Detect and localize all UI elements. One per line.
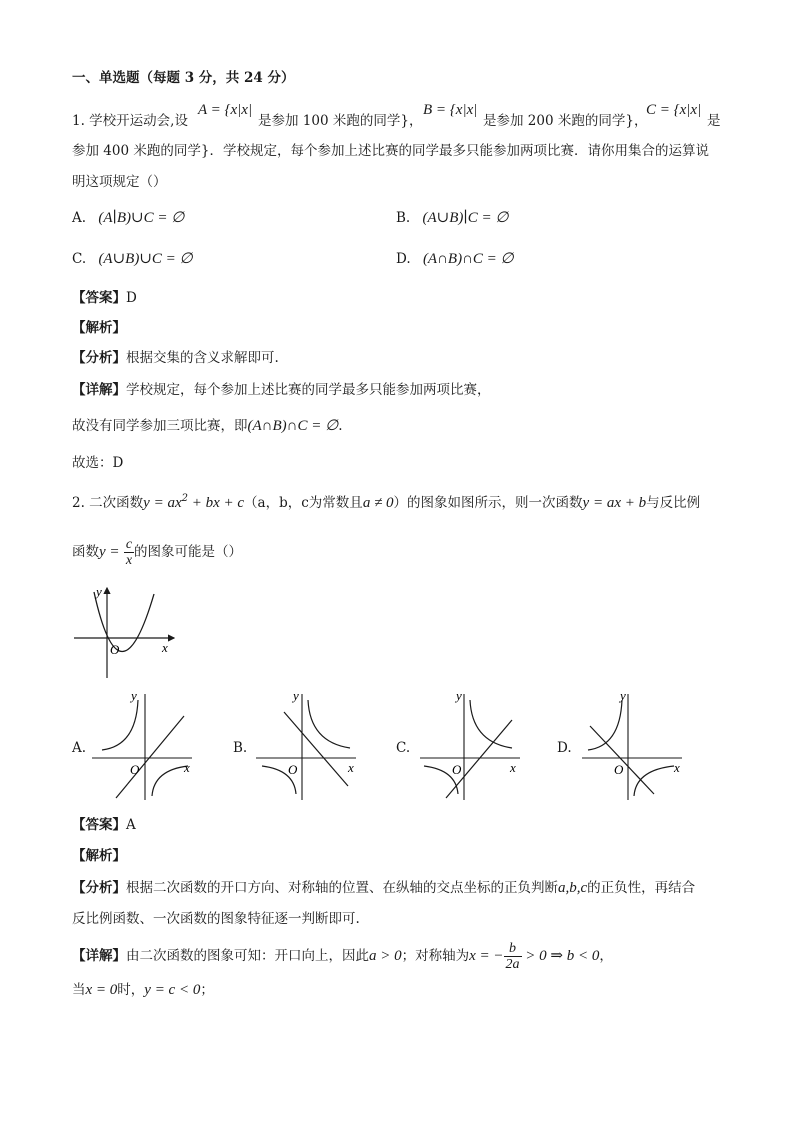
q1-option-a[interactable] [72, 208, 184, 228]
y-label: y [96, 584, 102, 599]
option-label: D. [396, 251, 411, 267]
y-label: y [620, 688, 626, 703]
fraction-b-over-2a: $\frac{b}{2a}$ [505, 941, 520, 972]
q1-set-a: A = {x|x| [198, 102, 253, 118]
origin-label: O [110, 642, 120, 657]
q1-set-b-desc: 是参加 200 米跑的同学}， [483, 113, 648, 129]
q2-analysis-tag: 【解析】 [72, 848, 126, 864]
q1-set-c-desc: 是 [707, 113, 721, 129]
hyperbola-branch [102, 700, 138, 750]
origin-label: O [130, 762, 140, 777]
origin-label: O [614, 762, 624, 777]
q2-fenxi-line2: 反比例函数、一次函数的图象特征逐一判断即可. [72, 911, 360, 927]
origin-label: O [288, 762, 298, 777]
q2-option-c-label[interactable]: C. [396, 740, 411, 756]
q2-option-b-graph[interactable] [252, 686, 362, 804]
x-label: x [184, 760, 190, 775]
q2-option-c-graph[interactable] [416, 686, 526, 804]
origin-label: O [452, 762, 462, 777]
q2-option-d-label[interactable]: D. [557, 740, 572, 756]
q2-option-b-label[interactable]: B. [233, 740, 248, 756]
x-label: x [510, 760, 516, 775]
q2-stem-line1: 2. 二次函数$y = ax^2$ + bx + c（a，b，c为常数且a ≠ 0）的图象如图所示，则一次函数y = ax + b与反比例 [72, 493, 701, 511]
y-label: y [131, 688, 137, 703]
q2-fenxi: 【分析】根据二次函数的开口方向、对称轴的位置、在纵轴的交点坐标的正负判断a,b,c的正负性，再结合 [72, 880, 696, 896]
line-graph [446, 720, 512, 798]
q2-answer: 【答案】A [72, 817, 136, 833]
q1-set-b: B = {x|x| [423, 102, 478, 118]
parabola-figure [70, 580, 180, 680]
option-expr: (A∩B)∩C = ∅ [422, 251, 514, 267]
option-label: B. [396, 210, 411, 226]
option-expr: (A∣B)∪C = ∅ [98, 210, 185, 226]
x-label: x [674, 760, 680, 775]
option-expr: (A∪B)∣C = ∅ [422, 210, 509, 226]
option-label: C. [72, 251, 87, 267]
hyperbola-branch [308, 700, 350, 748]
q1-answer: 【答案】D [72, 290, 137, 306]
q2-xiangjie: 【详解】由二次函数的图象可知：开口向上，因此a > 0；对称轴为x = − $\frac{b}{2a}$ > 0 ⇒ b < 0， [72, 941, 613, 972]
x-label: x [162, 640, 168, 655]
q1-analysis-tag: 【解析】 [72, 320, 126, 336]
q1-fenxi: 【分析】根据交集的含义求解即可. [72, 350, 279, 366]
hyperbola-branch [634, 766, 674, 796]
q1-xiangjie: 【详解】学校规定，每个参加上述比赛的同学最多只能参加两项比赛， [72, 382, 491, 398]
q1-set-c: C = {x|x| [646, 102, 702, 118]
y-label: y [293, 688, 299, 703]
q2-option-a-graph[interactable] [88, 686, 198, 804]
q1-stem-line1: 1. 学校开运动会,设 [72, 113, 188, 129]
parabola-curve [94, 592, 154, 652]
option-expr: (A∪B)∪C = ∅ [98, 251, 193, 267]
q2-option-a-label[interactable]: A. [72, 740, 87, 756]
q1-stem-line2: 参加 400 米跑的同学}．学校规定，每个参加上述比赛的同学最多只能参加两项比赛．请你用集合的运算说 [72, 143, 709, 159]
option-label: A. [72, 210, 87, 226]
line-graph [116, 716, 184, 798]
q1-choose: 故选：D [72, 455, 124, 471]
q2-stem-line2: 函数y = $\frac{c}{x}$ 的图象可能是（） [72, 537, 243, 568]
q1-option-d[interactable] [396, 249, 514, 269]
q2-option-d-graph[interactable] [578, 686, 688, 804]
q1-option-b[interactable] [396, 208, 508, 228]
q2-last-line: 当x = 0时，y = c < 0； [72, 982, 214, 998]
q1-stem-line3: 明这项规定（） [72, 174, 167, 190]
fraction-c-over-x: $\frac{c}{x}$ [125, 537, 133, 568]
hyperbola-branch [470, 700, 512, 748]
section-title: 一、单选题（每题 3 分，共 24 分） [72, 70, 295, 86]
hyperbola-branch [152, 766, 188, 796]
q1-set-a-desc: 是参加 100 米跑的同学}， [258, 113, 423, 129]
q1-xiangjie-2: 故没有同学参加三项比赛，即(A∩B)∩C = ∅. [72, 418, 343, 434]
y-label: y [456, 688, 462, 703]
line-graph [590, 726, 654, 794]
q1-option-c[interactable] [72, 249, 193, 269]
x-label: x [348, 760, 354, 775]
